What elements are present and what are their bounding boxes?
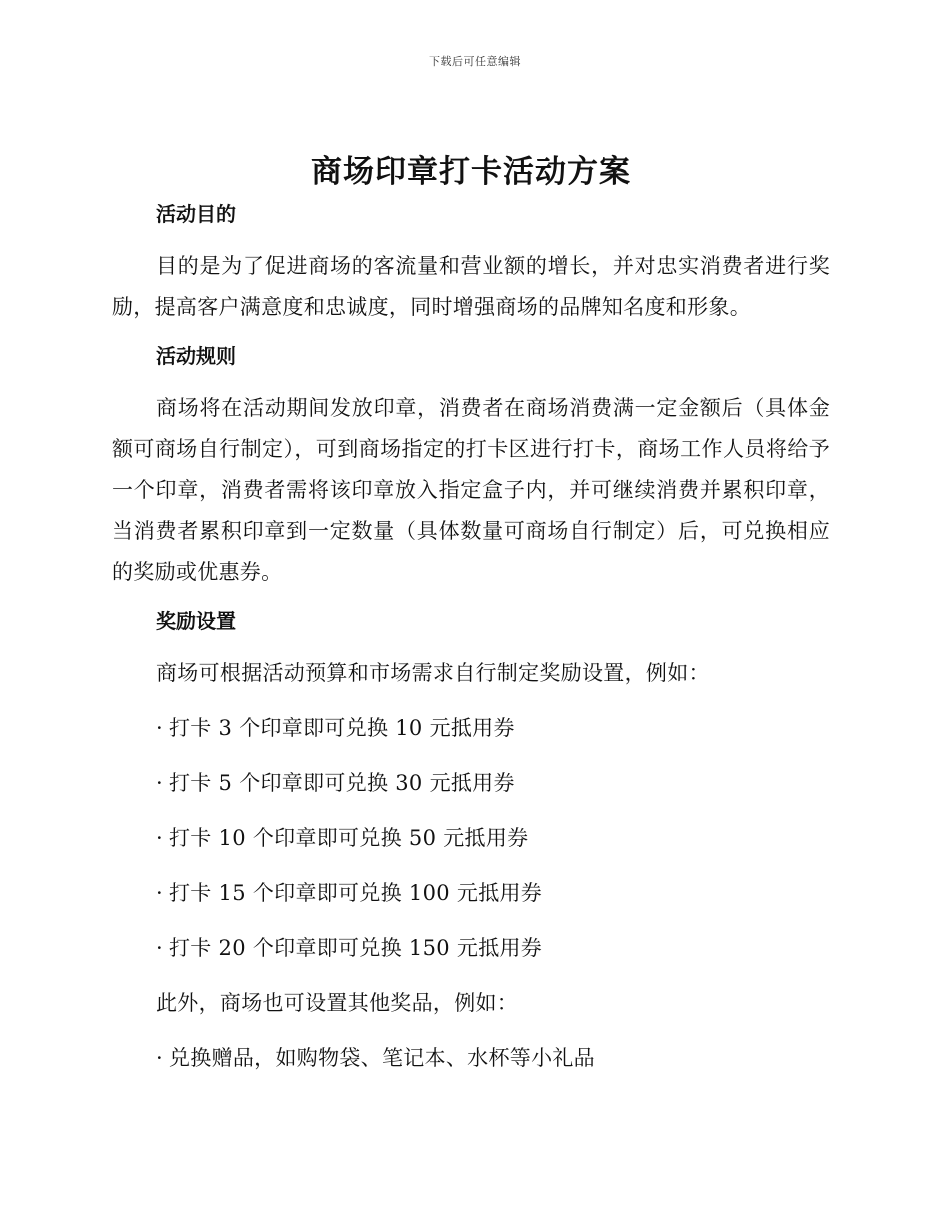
list-item: [112, 708, 830, 749]
paragraph-rules: 商场将在活动期间发放印章，消费者在商场消费满一定金额后（具体金额可商场自行制定），可到商场指定的打卡区进行打卡，商场工作人员将给予一个印章，消费者需将该印章放入指定盒子内，并可继续消费并累积印章，当消费者累积印章到一定数量（具体数量可商场自行制定）后，可兑换相应的奖励或优惠券。: [112, 396, 830, 584]
bullet-icon: ·: [156, 771, 163, 795]
list-item: [112, 818, 830, 859]
bullet-icon: ·: [156, 1046, 163, 1070]
list-item-text: 打卡 15 个印章即可兑换 100 元抵用券: [168, 881, 543, 905]
list-item: [112, 1038, 830, 1079]
section-heading-rewards: 奖励设置: [156, 609, 236, 633]
paragraph-purpose: 目的是为了促进商场的客流量和营业额的增长，并对忠实消费者进行奖励，提高客户满意度和忠诚度，同时增强商场的品牌知名度和形象。: [112, 254, 830, 319]
document-title: 商场印章打卡活动方案: [311, 154, 631, 190]
list-item-text: 打卡 10 个印章即可兑换 50 元抵用券: [168, 826, 529, 850]
document-body: [112, 150, 830, 1093]
bullet-icon: ·: [156, 881, 163, 905]
list-item: [112, 928, 830, 969]
list-item: [112, 873, 830, 914]
section-heading-rules: 活动规则: [156, 344, 236, 368]
section-heading-purpose: 活动目的: [156, 202, 236, 226]
list-item-text: 打卡 20 个印章即可兑换 150 元抵用券: [168, 936, 543, 960]
bullet-icon: ·: [156, 826, 163, 850]
bullet-icon: ·: [156, 936, 163, 960]
list-item: [112, 763, 830, 804]
list-item-text: 兑换赠品，如购物袋、笔记本、水杯等小礼品: [168, 1046, 595, 1070]
list-item-text: 打卡 3 个印章即可兑换 10 元抵用券: [168, 716, 515, 740]
bullet-icon: ·: [156, 716, 163, 740]
paragraph-rewards-intro: 商场可根据活动预算和市场需求自行制定奖励设置，例如：: [156, 661, 710, 685]
list-item-text: 打卡 5 个印章即可兑换 30 元抵用券: [168, 771, 515, 795]
paragraph-other-prizes-intro: 此外，商场也可设置其他奖品，例如：: [156, 991, 519, 1015]
header-note: 下载后可任意编辑: [429, 55, 521, 68]
